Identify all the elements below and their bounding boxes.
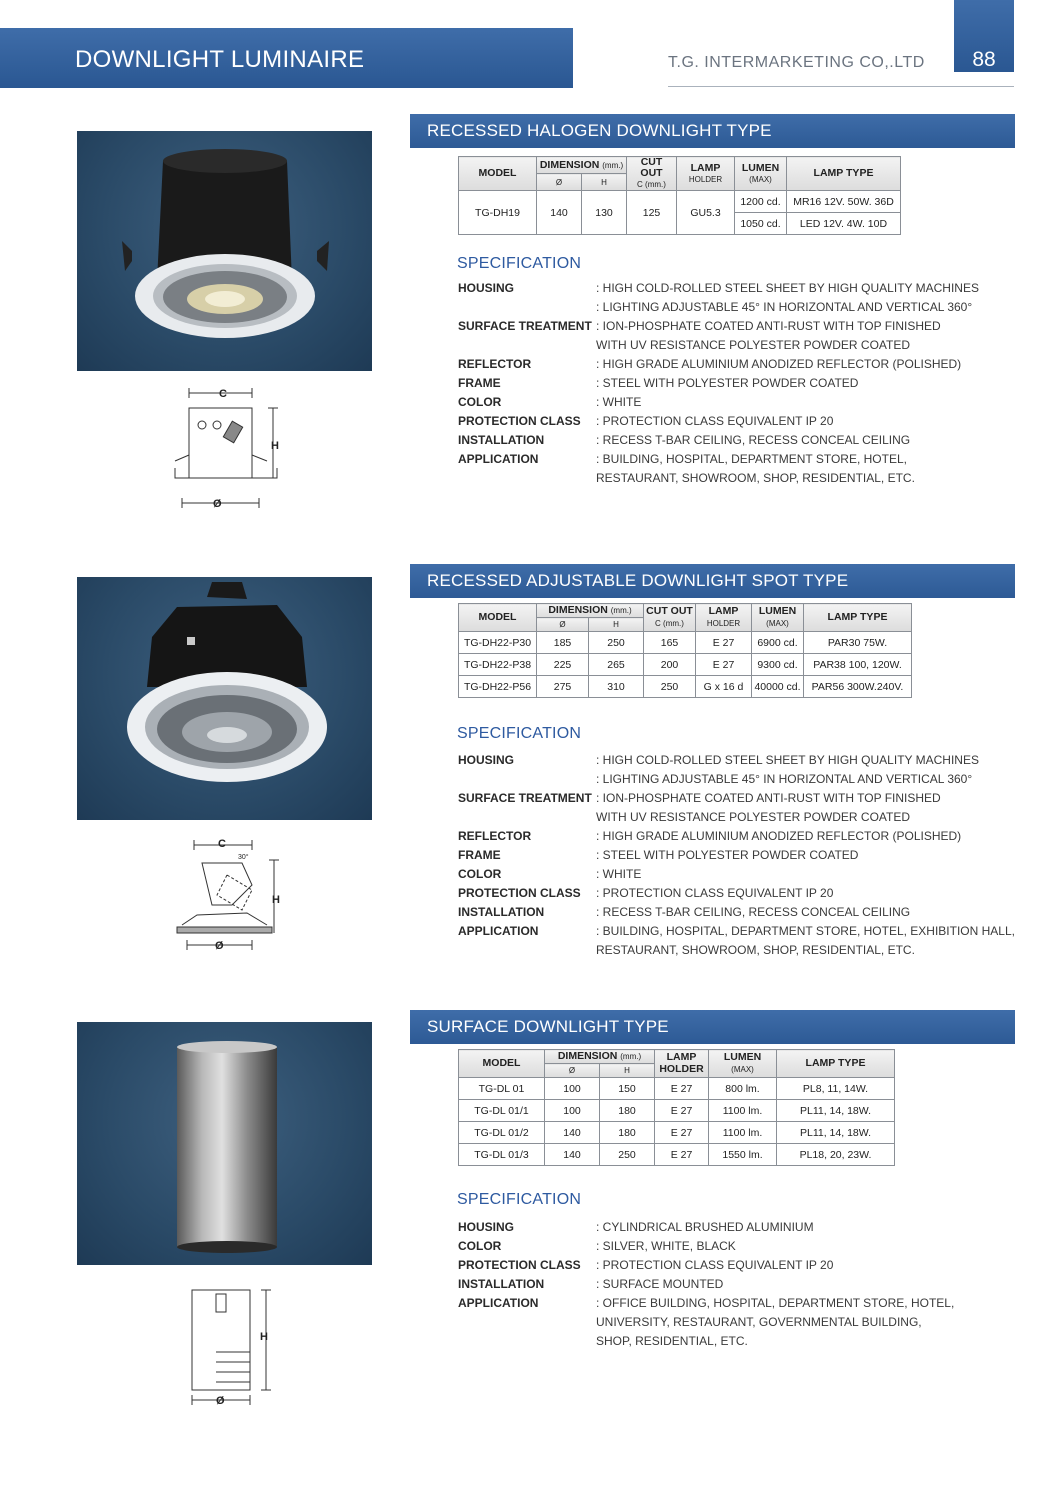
- table-cell: 275: [537, 676, 589, 698]
- product-photo-spot: [77, 577, 372, 820]
- table-cell: 800 lm.: [709, 1078, 777, 1100]
- table-cell: PAR56 300W.240V.: [804, 676, 912, 698]
- table-cell: PL11, 14, 18W.: [777, 1122, 895, 1144]
- spec-key: SURFACE TREATMENT: [458, 319, 592, 333]
- spec-value: : HIGH GRADE ALUMINIUM ANODIZED REFLECTOR (POLISHED): [596, 829, 962, 843]
- spec-heading: SPECIFICATION: [457, 255, 582, 272]
- svg-text:C: C: [218, 838, 226, 850]
- spec-key: HOUSING: [458, 1220, 515, 1234]
- table-cell: 140: [545, 1122, 600, 1144]
- table-cell: 1100 lm.: [709, 1100, 777, 1122]
- spec-key: APPLICATION: [458, 924, 539, 938]
- table-cell: PAR30 75W.: [804, 632, 912, 654]
- spec-key: PROTECTION CLASS: [458, 886, 581, 900]
- section-title: RECESSED ADJUSTABLE DOWNLIGHT SPOT TYPE: [427, 571, 849, 590]
- spec-value: : HIGH COLD-ROLLED STEEL SHEET BY HIGH QUALITY MACHINES: [596, 753, 979, 767]
- spec-value: : LIGHTING ADJUSTABLE 45° IN HORIZONTAL AND VERTICAL 360°: [596, 772, 973, 786]
- spec-value: RESTAURANT, SHOWROOM, SHOP, RESIDENTIAL, ETC.: [596, 943, 915, 957]
- table-cell: 1100 lm.: [709, 1122, 777, 1144]
- spec-key: HOUSING: [458, 281, 515, 295]
- table-cell: 265: [589, 654, 644, 676]
- spec-value: : BUILDING, HOSPITAL, DEPARTMENT STORE, HOTEL, EXHIBITION HALL,: [596, 924, 1015, 938]
- spec-value: : STEEL WITH POLYESTER POWDER COATED: [596, 376, 859, 390]
- table-cell: TG-DL 01/3: [459, 1144, 545, 1166]
- table-cell: 225: [537, 654, 589, 676]
- spec-value: RESTAURANT, SHOWROOM, SHOP, RESIDENTIAL, ETC.: [596, 471, 915, 485]
- spec-table: MODEL DIMENSION (mm.) CUT OUT C (mm.) LAMP HOLDER LUMEN (MAX) LAMP TYPE Ø H TG-DH22-P30 185 250 165 E 27 6900 cd. PAR30 75W. TG-DH22-P38 225 265 200 E 27 9300 cd. PAR38 100, 120W. TG-DH22-P56 275 310 250 G x 16 d 40000 cd. PAR56 300W.240V.: [458, 603, 912, 698]
- spec-value: : RECESS T-BAR CEILING, RECESS CONCEAL CEILING: [596, 433, 911, 447]
- spec-value: : PROTECTION CLASS EQUIVALENT IP 20: [596, 414, 834, 428]
- table-row: [459, 1078, 895, 1100]
- spec-value: : WHITE: [596, 395, 642, 409]
- spec-value: UNIVERSITY, RESTAURANT, GOVERNMENTAL BUILDING,: [596, 1315, 922, 1329]
- spec-value: : ION-PHOSPHATE COATED ANTI-RUST WITH TOP FINISHED: [596, 319, 941, 333]
- table-cell: 1550 lm.: [709, 1144, 777, 1166]
- table-cell: 200: [644, 654, 696, 676]
- spec-value: : RECESS T-BAR CEILING, RECESS CONCEAL CEILING: [596, 905, 911, 919]
- spec-table: MODEL DIMENSION (mm.) LAMP HOLDER LUMEN (MAX) LAMP TYPE Ø H TG-DL 01 100 150 E 27 800 lm. PL8, 11, 14W. TG-DL 01/1 100 180 E 27 1100 lm. PL11, 14, 18W. TG-DL 01/2 140 180 E 27 1100 lm. PL11, 14, 18W. TG-DL 01/3 140 250 E 27 1550 lm. PL18, 20, 23W.: [458, 1049, 895, 1166]
- table-cell: 165: [644, 632, 696, 654]
- spec-value: : PROTECTION CLASS EQUIVALENT IP 20: [596, 1258, 834, 1272]
- section-title: SURFACE DOWNLIGHT TYPE: [427, 1017, 669, 1036]
- table-cell: TG-DH22-P38: [459, 654, 537, 676]
- spec-heading: SPECIFICATION: [457, 1191, 582, 1208]
- table-row: [459, 1122, 895, 1144]
- company-name: T.G. INTERMARKETING CO,.LTD: [668, 54, 925, 71]
- spec-value: : PROTECTION CLASS EQUIVALENT IP 20: [596, 886, 834, 900]
- spec-key: SURFACE TREATMENT: [458, 791, 592, 805]
- table-cell: 150: [600, 1078, 655, 1100]
- table-cell: TG-DH22-P30: [459, 632, 537, 654]
- table-cell: PL8, 11, 14W.: [777, 1078, 895, 1100]
- table-cell: PL18, 20, 23W.: [777, 1144, 895, 1166]
- table-cell: 100: [545, 1078, 600, 1100]
- spec-key: COLOR: [458, 395, 502, 409]
- table-row: [459, 1100, 895, 1122]
- table-cell: E 27: [655, 1144, 709, 1166]
- svg-text:H: H: [271, 440, 279, 452]
- product-photo-halogen: [77, 131, 372, 371]
- svg-text:H: H: [260, 1331, 268, 1343]
- spec-value: : STEEL WITH POLYESTER POWDER COATED: [596, 848, 859, 862]
- spec-value: : BUILDING, HOSPITAL, DEPARTMENT STORE, HOTEL,: [596, 452, 907, 466]
- dimension-drawing-halogen: [167, 383, 287, 513]
- table-cell: 250: [644, 676, 696, 698]
- table-row: [459, 1144, 895, 1166]
- spec-value: : HIGH COLD-ROLLED STEEL SHEET BY HIGH QUALITY MACHINES: [596, 281, 979, 295]
- dimension-drawing-spot: [172, 835, 292, 955]
- spec-value: : SILVER, WHITE, BLACK: [596, 1239, 736, 1253]
- spec-value: : WHITE: [596, 867, 642, 881]
- svg-text:Ø: Ø: [215, 940, 224, 952]
- table-row: [459, 676, 912, 698]
- spec-key: FRAME: [458, 848, 501, 862]
- table-row: TG-DH19 140 130 125 GU5.3 1200 cd. MR16 12V. 50W. 36D: [459, 191, 901, 213]
- table-cell: E 27: [655, 1122, 709, 1144]
- table-cell: 6900 cd.: [752, 632, 804, 654]
- table-cell: 310: [589, 676, 644, 698]
- table-row: [459, 632, 912, 654]
- page-title: DOWNLIGHT LUMINAIRE: [75, 46, 365, 73]
- table-cell: 185: [537, 632, 589, 654]
- table-cell: 100: [545, 1100, 600, 1122]
- spec-key: INSTALLATION: [458, 905, 545, 919]
- spec-key: PROTECTION CLASS: [458, 414, 581, 428]
- table-cell: TG-DL 01/1: [459, 1100, 545, 1122]
- table-cell: 9300 cd.: [752, 654, 804, 676]
- table-cell: E 27: [696, 654, 752, 676]
- spec-key: REFLECTOR: [458, 357, 532, 371]
- spec-value: SHOP, RESIDENTIAL, ETC.: [596, 1334, 748, 1348]
- section-title: RECESSED HALOGEN DOWNLIGHT TYPE: [427, 121, 772, 140]
- spec-key: REFLECTOR: [458, 829, 532, 843]
- spec-key: INSTALLATION: [458, 433, 545, 447]
- spec-value: : HIGH GRADE ALUMINIUM ANODIZED REFLECTOR (POLISHED): [596, 357, 962, 371]
- svg-text:Ø: Ø: [213, 498, 222, 510]
- spec-table: MODEL DIMENSION (mm.) CUT OUT C (mm.) LAMP HOLDER LUMEN (MAX) LAMP TYPE Ø H TG-DH19 140 130 125 GU5.3 1200 cd. MR16 12V. 50W. 36D 1050 cd. LED 12V. 4W. 10D: [458, 156, 901, 235]
- product-photo-surface: [77, 1022, 372, 1265]
- table-cell: PAR38 100, 120W.: [804, 654, 912, 676]
- table-cell: 180: [600, 1122, 655, 1144]
- divider: [668, 86, 1014, 87]
- table-cell: G x 16 d: [696, 676, 752, 698]
- table-cell: 180: [600, 1100, 655, 1122]
- table-cell: E 27: [655, 1100, 709, 1122]
- spec-key: COLOR: [458, 1239, 502, 1253]
- spec-value: : SURFACE MOUNTED: [596, 1277, 724, 1291]
- table-cell: TG-DL 01: [459, 1078, 545, 1100]
- spec-key: HOUSING: [458, 753, 515, 767]
- table-cell: TG-DH22-P56: [459, 676, 537, 698]
- table-row: [459, 654, 912, 676]
- table-row: 1050 cd. LED 12V. 4W. 10D: [459, 213, 901, 235]
- table-cell: PL11, 14, 18W.: [777, 1100, 895, 1122]
- table-cell: 250: [589, 632, 644, 654]
- spec-value: : OFFICE BUILDING, HOSPITAL, DEPARTMENT STORE, HOTEL,: [596, 1296, 955, 1310]
- spec-heading: SPECIFICATION: [457, 725, 582, 742]
- table-cell: TG-DL 01/2: [459, 1122, 545, 1144]
- spec-value: : ION-PHOSPHATE COATED ANTI-RUST WITH TOP FINISHED: [596, 791, 941, 805]
- table-cell: E 27: [655, 1078, 709, 1100]
- table-cell: 140: [545, 1144, 600, 1166]
- spec-key: APPLICATION: [458, 1296, 539, 1310]
- spec-key: COLOR: [458, 867, 502, 881]
- page-number: 88: [972, 48, 996, 71]
- spec-value: : LIGHTING ADJUSTABLE 45° IN HORIZONTAL AND VERTICAL 360°: [596, 300, 973, 314]
- spec-key: PROTECTION CLASS: [458, 1258, 581, 1272]
- spec-value: : CYLINDRICAL BRUSHED ALUMINIUM: [596, 1220, 814, 1234]
- table-cell: E 27: [696, 632, 752, 654]
- svg-text:30°: 30°: [238, 854, 249, 861]
- spec-value: WITH UV RESISTANCE POLYESTER POWDER COATED: [596, 810, 911, 824]
- spec-key: INSTALLATION: [458, 1277, 545, 1291]
- table-cell: 40000 cd.: [752, 676, 804, 698]
- spec-key: APPLICATION: [458, 452, 539, 466]
- svg-text:Ø: Ø: [216, 1395, 225, 1407]
- spec-value: WITH UV RESISTANCE POLYESTER POWDER COATED: [596, 338, 911, 352]
- svg-text:H: H: [272, 894, 280, 906]
- table-cell: 250: [600, 1144, 655, 1166]
- spec-key: FRAME: [458, 376, 501, 390]
- dimension-drawing-surface: [180, 1282, 280, 1412]
- svg-text:C: C: [219, 388, 227, 400]
